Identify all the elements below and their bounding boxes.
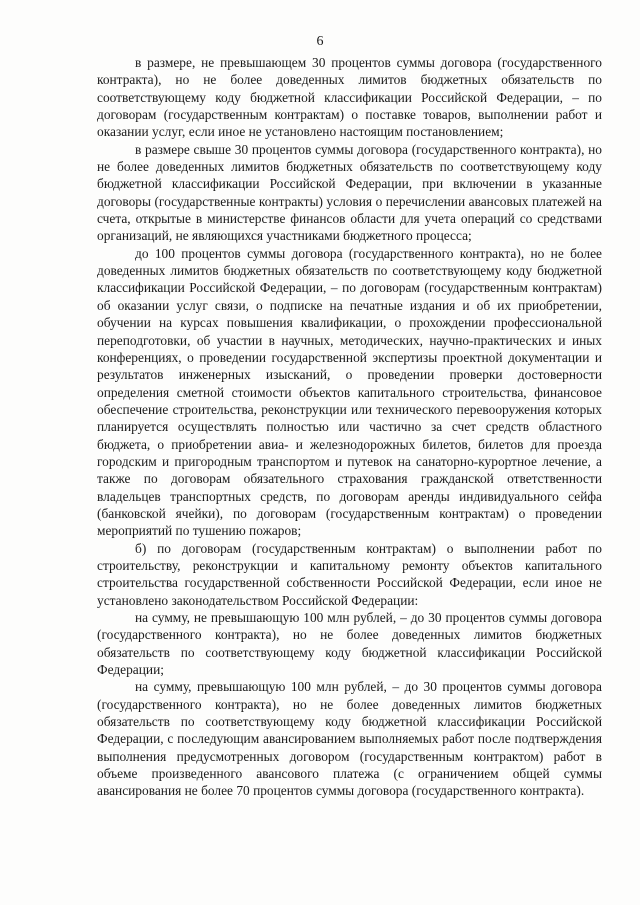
paragraph-advance-30-percent: в размере, не превышающем 30 процентов суммы договора (государственного контракта), но не более доведенных лимитов бюджетных обязательств по соответствующему коду бюджетной классификации Российской Федерации, – по договорам (государственным контрактам) о поставке товаров, выполнении работ и оказании услуг, если иное не установлено настоящим постановлением; [97, 55, 602, 140]
document-body [97, 54, 602, 800]
paragraph-advance-100-percent: до 100 процентов суммы договора (государственного контракта), но не более доведенных лимитов бюджетных обязательств по соответствующему коду бюджетной классификации Российской Федерации, – по договорам (государственным контрактам) об оказании услуг связи, о подписке на печатные издания и об их приобретении, обучении на курсах повышения квалификации, о прохождении профессиональной переподготовки, об участии в научных, методических, научно-практических и иных конференциях, о проведении государственной экспертизы проектной документации и результатов инженерных изысканий, о проведении проверки достоверности определения сметной стоимости объектов капитального строительства, финансовое обеспечение строительства, реконструкции или технического перевооружения которых планируется осуществлять полностью или частично за счет средств областного бюджета, о приобретении авиа- и железнодорожных билетов, билетов для проезда городским и пригородным транспортом и путевок на санаторно-курортное лечение, а также по договорам обязательного страхования гражданской ответственности владельцев транспортных средств, по договорам аренды индивидуального сейфа (банковской ячейки), по договорам (государственным контрактам) о проведении мероприятий по тушению пожаров; [97, 245, 602, 539]
paragraph-up-to-100-million: на сумму, не превышающую 100 млн рублей, – до 30 процентов суммы договора (государственного контракта), но не более доведенных лимитов бюджетных обязательств по соответствующему коду бюджетной классификации Российской Федерации; [97, 610, 602, 678]
page-number: 6 [316, 34, 324, 49]
paragraph-item-b-construction: б) по договорам (государственным контрактам) о выполнении работ по строительству, реконструкции и капитальному ремонту объектов капитального строительства государственной собственности Российской Федерации, если иное не установлено законодательством Российской Федерации: [97, 540, 602, 608]
paragraph-advance-over-30-percent: в размере свыше 30 процентов суммы договора (государственного контракта), но не более доведенных лимитов бюджетных обязательств по соответствующему коду бюджетной классификации Российской Федерации, при включении в указанные договоры (государственные контракты) условия о перечислении авансовых платежей на счета, открытые в министерстве финансов области для учета операций со средствами организаций, не являющихся участниками бюджетного процесса; [97, 141, 602, 244]
paragraph-over-100-million: на сумму, превышающую 100 млн рублей, – до 30 процентов суммы договора (государственного контракта), но не более доведенных лимитов бюджетных обязательств по соответствующему коду бюджетной классификации Российской Федерации, с последующим авансированием выполняемых работ после подтверждения выполнения предусмотренных договором (государственным контрактом) работ в объеме произведенного авансового платежа (с ограничением общей суммы авансирования не более 70 процентов суммы договора (государственного контракта). [97, 679, 602, 799]
